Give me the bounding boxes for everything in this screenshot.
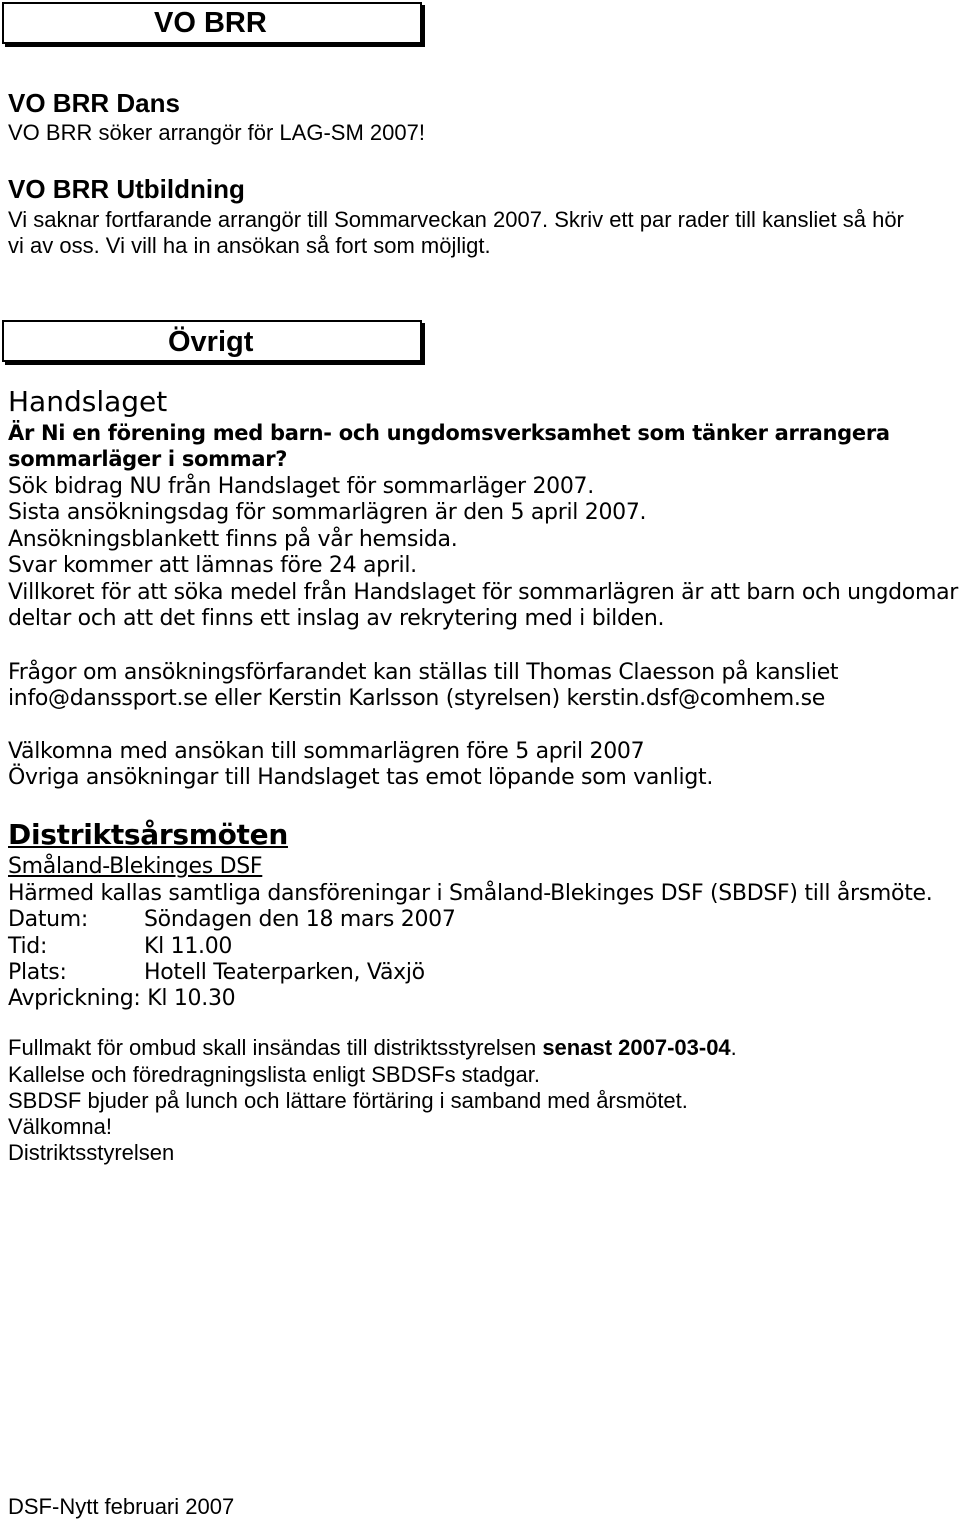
heading-vo-brr-dans: VO BRR Dans xyxy=(8,88,180,118)
detail-value: Kl 10.30 xyxy=(147,986,236,1011)
text-handslaget-line: Sök bidrag NU från Handslaget för sommarläger 2007. xyxy=(8,474,594,499)
detail-value: Söndagen den 18 mars 2007 xyxy=(144,907,456,932)
text-distrikt-line: Distriktsstyrelsen xyxy=(8,1140,175,1165)
detail-value: Hotell Teaterparken, Växjö xyxy=(144,960,425,985)
text-handslaget-closing: Välkomna med ansökan till sommarlägren före 5 april 2007 xyxy=(8,739,645,764)
detail-row xyxy=(8,986,235,1011)
text-handslaget-question: sommarläger i sommar? xyxy=(8,447,288,471)
text-utbildning-line: vi av oss. Vi vill ha in ansökan så fort som möjligt. xyxy=(8,233,491,258)
text-fullmakt-suffix: . xyxy=(730,1035,737,1060)
text-handslaget-line: deltar och att det finns ett inslag av rekrytering med i bilden. xyxy=(8,606,665,631)
text-handslaget-question: Är Ni en förening med barn- och ungdomsverksamhet som tänker arrangera xyxy=(8,421,890,445)
detail-value: Kl 11.00 xyxy=(144,934,233,959)
subheading-smaland-blekinges-dsf: Småland-Blekinges DSF xyxy=(8,854,263,879)
section-title-box-ovrigt xyxy=(2,320,422,362)
detail-row xyxy=(8,960,708,985)
detail-label: Avprickning: xyxy=(8,986,141,1011)
text-handslaget-line: Ansökningsblankett finns på vår hemsida. xyxy=(8,527,458,552)
text-utbildning-line: Vi saknar fortfarande arrangör till Sommarveckan 2007. Skriv ett par rader till kansliet så hör xyxy=(8,207,904,232)
text-handslaget-contact: info@danssport.se eller Kerstin Karlsson (styrelsen) kerstin.dsf@comhem.se xyxy=(8,686,825,711)
text-handslaget-line: Sista ansökningsdag för sommarlägren är den 5 april 2007. xyxy=(8,500,647,525)
heading-distriktsarsmoten: Distriktsårsmöten xyxy=(8,818,288,851)
text-handslaget-contact: Frågor om ansökningsförfarandet kan ställas till Thomas Claesson på kansliet xyxy=(8,660,839,685)
text-distrikt-line: Välkomna! xyxy=(8,1114,112,1139)
text-distrikt-line: SBDSF bjuder på lunch och lättare förtäring i samband med årsmötet. xyxy=(8,1088,688,1113)
text-distrikt-line: Kallelse och föredragningslista enligt SBDSFs stadgar. xyxy=(8,1062,540,1087)
text-fullmakt-prefix: Fullmakt för ombud skall insändas till distriktsstyrelsen xyxy=(8,1035,537,1060)
text-handslaget-line: Villkoret för att söka medel från Handslaget för sommarlägren är att barn och ungdomar xyxy=(8,580,958,605)
detail-label: Plats: xyxy=(8,960,67,985)
detail-row xyxy=(8,934,708,959)
section-title-box-vo-brr xyxy=(2,2,422,44)
section-title: Övrigt xyxy=(168,326,254,358)
detail-label: Tid: xyxy=(8,934,48,959)
text-handslaget-line: Svar kommer att lämnas före 24 april. xyxy=(8,553,417,578)
text-fullmakt-deadline: senast 2007-03-04 xyxy=(542,1035,731,1060)
heading-handslaget: Handslaget xyxy=(8,385,168,418)
detail-label: Datum: xyxy=(8,907,89,932)
section-title: VO BRR xyxy=(154,7,267,39)
heading-vo-brr-utbildning: VO BRR Utbildning xyxy=(8,174,245,204)
text-fullmakt xyxy=(8,1035,737,1061)
text-vo-brr-dans: VO BRR söker arrangör för LAG-SM 2007! xyxy=(8,120,425,145)
detail-row xyxy=(8,907,708,932)
text-distrikt-intro: Härmed kallas samtliga dansföreningar i Småland-Blekinges DSF (SBDSF) till årsmöte. xyxy=(8,881,933,906)
footer-text: DSF-Nytt februari 2007 xyxy=(8,1494,235,1519)
text-handslaget-closing: Övriga ansökningar till Handslaget tas emot löpande som vanligt. xyxy=(8,765,714,790)
